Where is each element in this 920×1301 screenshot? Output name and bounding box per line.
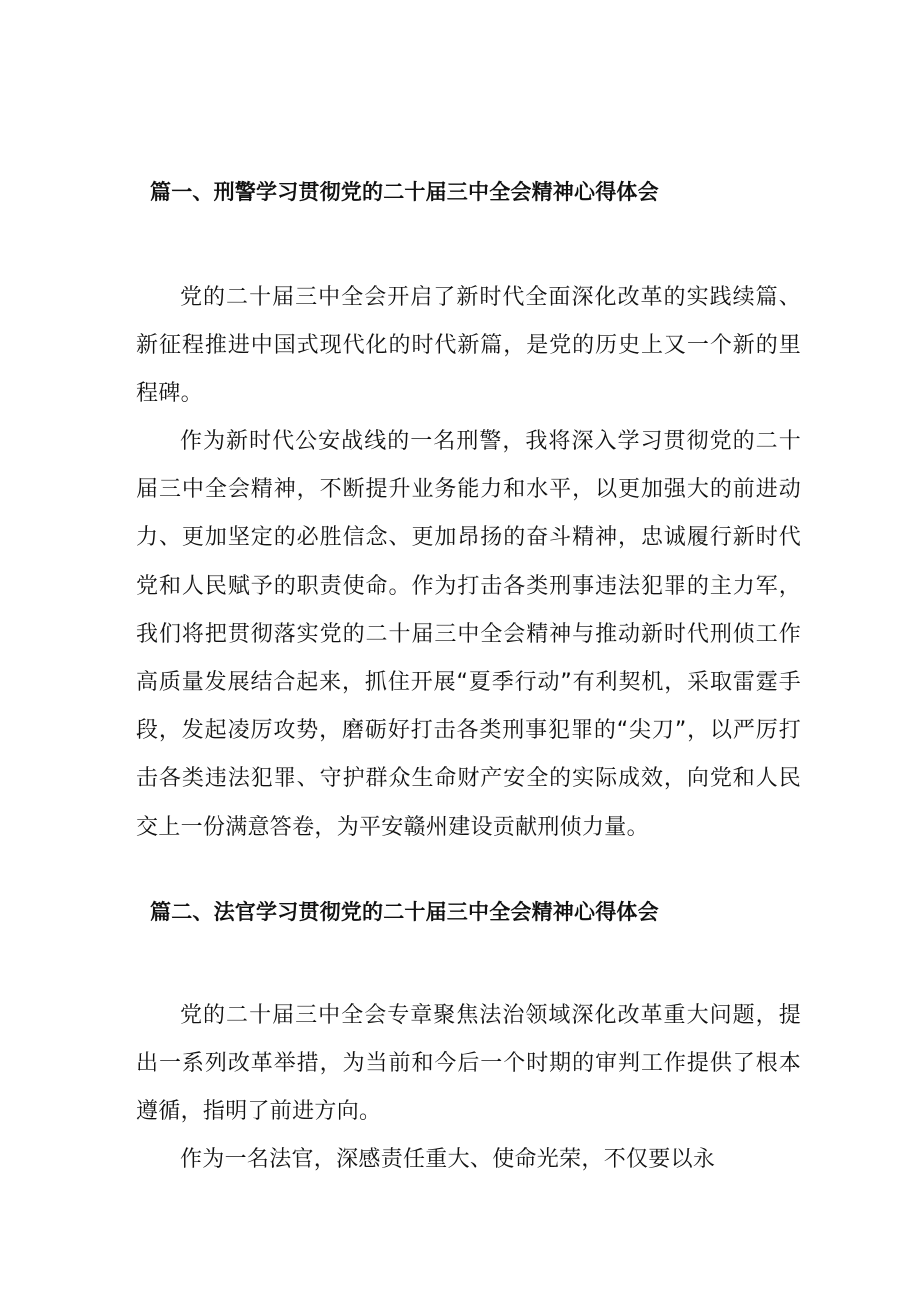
section-2-heading: 篇二、法官学习贯彻党的二十届三中全会精神心得体会 (150, 900, 659, 924)
section-1-paragraph-2: 作为新时代公安战线的一名刑警，我将深入学习贯彻党的二十届三中全会精神，不断提升业务能力和水平，以更加强大的前进动力、更加坚定的必胜信念、更加昂扬的奋斗精神，忠诚履行新时代党和人民赋予的职责使命。作为打击各类刑事违法犯罪的主力军，我们将把贯彻落实党的二十届三中全会精神与推动新时代刑侦工作高质量发展结合起来，抓住开展“夏季行动”有利契机，采取雷霆手段，发起凌厉攻势，磨砺好打击各类刑事犯罪的“尖刀”，以严厉打击各类违法犯罪、守护群众生命财产安全的实际成效，向党和人民交上一份满意答卷，为平安赣州建设贡献刑侦力量。 (136, 429, 801, 840)
section-1-heading: 篇一、刑警学习贯彻党的二十届三中全会精神心得体会 (150, 180, 659, 204)
section-2-paragraph-2: 作为一名法官，深感责任重大、使命光荣，不仅要以永 (180, 1147, 716, 1172)
section-1-paragraph-1: 党的二十届三中全会开启了新时代全面深化改革的实践续篇、新征程推进中国式现代化的时代新篇，是党的历史上又一个新的里程碑。 (136, 285, 801, 407)
section-2-paragraph-1: 党的二十届三中全会专章聚焦法治领域深化改革重大问题，提出一系列改革举措，为当前和今后一个时期的审判工作提供了根本遵循，指明了前进方向。 (136, 1003, 801, 1125)
